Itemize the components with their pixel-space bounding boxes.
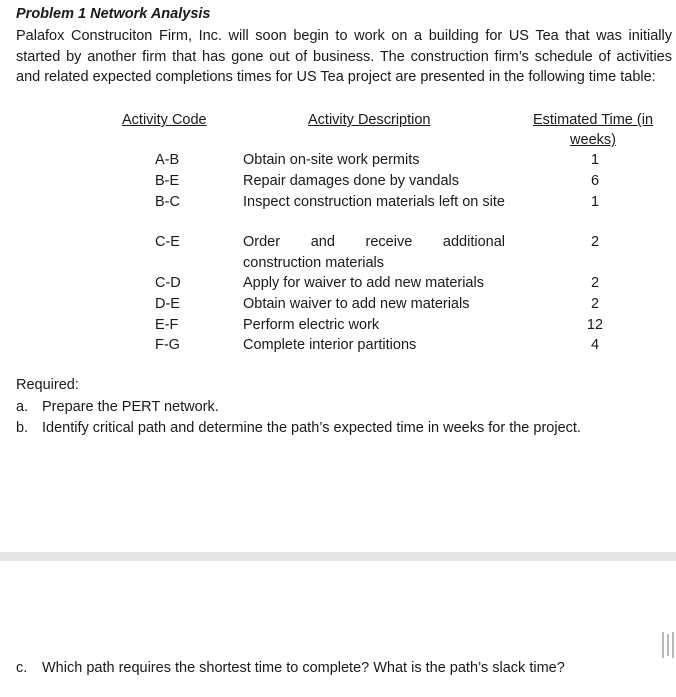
row-description-be: Repair damages done by vandals (243, 173, 460, 189)
required-item-c-marker: c. (16, 660, 28, 676)
row-description-ab: Obtain on-site work permits (243, 152, 420, 168)
row-description-ef: Perform electric work (243, 317, 380, 333)
required-item-b-text: Identify critical path and determine the path’s expected time in weeks for the project. (42, 419, 581, 436)
header-activity-description: Activity Description (308, 112, 431, 128)
required-item-a (16, 397, 581, 418)
row-code-fg: F-G (155, 337, 180, 353)
row-description-de: Obtain waiver to add new materials (243, 296, 470, 312)
row-time-de: 2 (590, 296, 600, 312)
required-item-b (16, 418, 581, 439)
row-time-be: 6 (590, 173, 600, 189)
problem-title: Problem 1 Network Analysis (16, 6, 211, 22)
row-description-bc: Inspect construction materials left on site (243, 194, 505, 210)
problem-intro: Palafox Construciton Firm, Inc. will soon begin to work on a building for US Tea that was initially started by another firm that has gone out of business. The construction firm’s schedule of activities and related expected completions times for US Tea project are presented in the following time table: (16, 28, 672, 85)
row-time-ef: 12 (586, 317, 604, 333)
row-time-cd: 2 (590, 275, 600, 291)
row-time-ce: 2 (590, 234, 600, 250)
required-item-c-text: Which path requires the shortest time to complete? What is the path’s slack time? (42, 660, 565, 676)
row-time-fg: 4 (590, 337, 600, 353)
document-page-bottom (0, 561, 676, 697)
required-item-a-marker: a. (16, 399, 29, 415)
scroll-grip-icon[interactable] (660, 628, 676, 662)
row-description-fg: Complete interior partitions (243, 337, 417, 353)
row-code-be: B-E (155, 173, 180, 189)
header-estimated-time: Estimated Time (in weeks) (532, 112, 654, 148)
header-activity-code: Activity Code (122, 112, 207, 128)
required-label: Required: (16, 377, 79, 393)
row-time-ab: 1 (590, 152, 600, 168)
row-code-de: D-E (155, 296, 180, 312)
row-time-bc: 1 (590, 194, 600, 210)
row-code-ef: E-F (155, 317, 179, 333)
required-item-c (16, 660, 565, 676)
row-code-bc: B-C (155, 194, 180, 210)
row-description-cd: Apply for waiver to add new materials (243, 275, 484, 291)
required-item-b-marker: b. (16, 419, 29, 436)
required-item-a-text: Prepare the PERT network. (42, 399, 219, 415)
row-code-cd: C-D (155, 275, 181, 291)
row-code-ab: A-B (155, 152, 180, 168)
row-code-ce: C-E (155, 234, 180, 250)
row-description-ce: Order and receive additional construction materials (243, 234, 505, 271)
page-divider (0, 552, 676, 561)
required-list (16, 397, 581, 438)
